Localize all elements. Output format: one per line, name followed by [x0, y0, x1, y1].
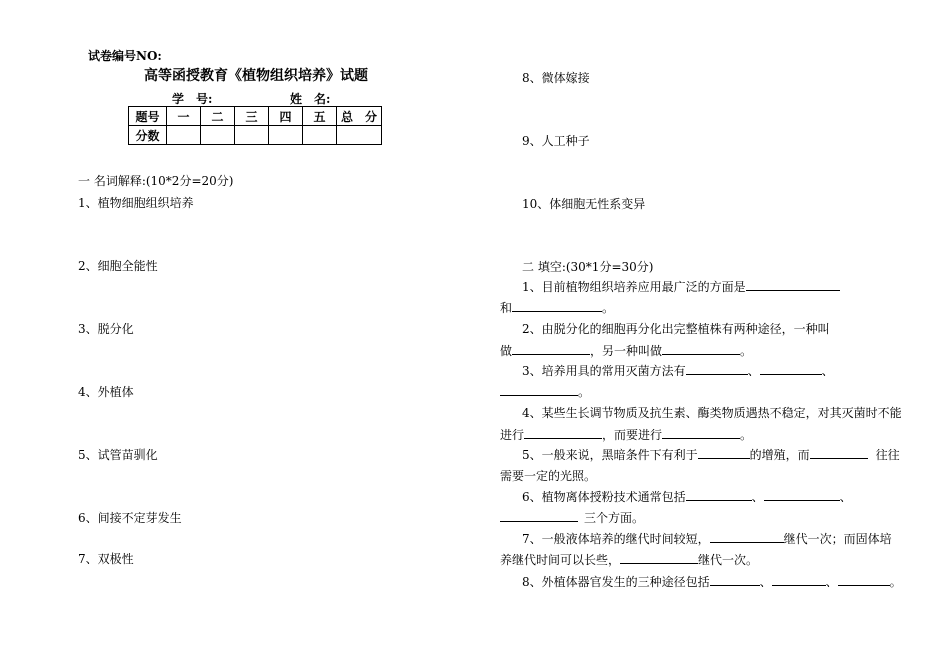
question-text: 3、培养用具的常用灭菌方法有: [522, 364, 686, 378]
term-item: 1、植物细胞组织培养: [78, 196, 194, 210]
term-item: 7、双极性: [78, 552, 134, 566]
fill-question-cont: [500, 383, 590, 400]
question-text: 继代一次；而固体培: [783, 532, 892, 546]
question-text: 养继代时间可以长些，: [500, 553, 621, 567]
question-text: 三个方面。: [584, 511, 645, 525]
question-text: 。: [740, 344, 753, 358]
answer-blank[interactable]: [710, 573, 760, 586]
answer-blank[interactable]: [760, 362, 822, 375]
answer-blank[interactable]: [686, 362, 748, 375]
score-cell: 四: [269, 107, 303, 126]
answer-blank[interactable]: [662, 426, 740, 439]
student-number-label: 学 号:: [172, 92, 213, 106]
section2-heading: 二 填空:(30*1分=30分): [522, 260, 654, 274]
question-text: 8、外植体器官发生的三种途径包括: [522, 575, 710, 589]
answer-blank[interactable]: [524, 426, 602, 439]
term-item: 10、体细胞无性系变异: [522, 197, 646, 211]
term-item: 2、细胞全能性: [78, 259, 158, 273]
term-item: 9、人工种子: [522, 134, 590, 148]
term-item: 3、脱分化: [78, 322, 134, 336]
question-text: 。: [889, 575, 902, 589]
question-text: 。: [578, 385, 591, 399]
term-item: 4、外植体: [78, 385, 134, 399]
score-cell: 分数: [129, 126, 167, 145]
fill-question: 4、某些生长调节物质及抗生素、酶类物质遇热不稳定，对其灭菌时不能: [522, 406, 902, 420]
question-text: 、: [759, 575, 772, 589]
score-input-cell: [201, 126, 235, 145]
question-text: 6、植物离体授粉技术通常包括: [522, 490, 686, 504]
score-input-cell: [303, 126, 337, 145]
score-cell: 三: [235, 107, 269, 126]
answer-blank[interactable]: [500, 383, 578, 396]
fill-question: [522, 530, 892, 547]
fill-question: [522, 488, 852, 505]
term-item: 5、试管苗驯化: [78, 448, 158, 462]
answer-blank[interactable]: [512, 299, 602, 312]
score-input-cell: [167, 126, 201, 145]
exam-title: 高等函授教育《植物组织培养》试题: [144, 68, 368, 84]
score-input-cell: [269, 126, 303, 145]
score-table: [128, 106, 382, 145]
answer-blank[interactable]: [686, 488, 752, 501]
term-item: 8、微体嫁接: [522, 71, 590, 85]
score-cell: 总 分: [337, 107, 382, 126]
fill-question-cont: [500, 299, 614, 316]
question-text: 往往: [875, 448, 900, 462]
fill-question: [522, 278, 840, 295]
question-text: 7、一般液体培养的继代时间较短，: [522, 532, 710, 546]
fill-question-cont: [500, 551, 758, 568]
paper-number: 试卷编号NO:: [88, 49, 162, 63]
score-cell: 五: [303, 107, 337, 126]
answer-blank[interactable]: [772, 573, 826, 586]
answer-blank[interactable]: [500, 509, 578, 522]
question-text: 的增殖，而: [749, 448, 810, 462]
fill-question-cont: [500, 509, 644, 526]
score-input-cell: [337, 126, 382, 145]
score-cell: 二: [201, 107, 235, 126]
fill-question-cont: 需要一定的光照。: [500, 469, 597, 483]
question-text: 。: [602, 301, 615, 315]
score-table-header-row: [129, 107, 382, 126]
student-name-label: 姓 名:: [290, 92, 331, 106]
answer-blank[interactable]: [662, 342, 740, 355]
question-text: 、: [825, 575, 838, 589]
answer-blank[interactable]: [512, 342, 590, 355]
question-text: ，另一种叫做: [590, 344, 663, 358]
question-text: 做: [500, 344, 513, 358]
question-text: 、: [747, 364, 760, 378]
fill-question: 2、由脱分化的细胞再分化出完整植株有两种途径，一种叫: [522, 322, 830, 336]
answer-blank[interactable]: [710, 530, 784, 543]
question-text: ，而要进行: [602, 428, 663, 442]
fill-question-cont: [500, 342, 752, 359]
score-cell: 一: [167, 107, 201, 126]
answer-blank[interactable]: [698, 446, 750, 459]
fill-question: [522, 362, 834, 379]
score-table-value-row: [129, 126, 382, 145]
question-text: 、: [821, 364, 834, 378]
question-text: 和: [500, 301, 513, 315]
answer-blank[interactable]: [764, 488, 840, 501]
question-text: 、: [751, 490, 764, 504]
section1-heading: 一 名词解释:(10*2分=20分): [78, 174, 234, 188]
question-text: 5、一般来说，黑暗条件下有利于: [522, 448, 698, 462]
question-text: 、: [839, 490, 852, 504]
fill-question-cont: [500, 426, 752, 443]
score-cell: 题号: [129, 107, 167, 126]
question-text: 继代一次。: [698, 553, 759, 567]
question-text: 1、目前植物组织培养应用最广泛的方面是: [522, 280, 746, 294]
question-text: 。: [740, 428, 753, 442]
answer-blank[interactable]: [620, 551, 698, 564]
fill-question: [522, 573, 902, 590]
score-input-cell: [235, 126, 269, 145]
question-text: 进行: [500, 428, 525, 442]
answer-blank[interactable]: [746, 278, 840, 291]
fill-question: [522, 446, 900, 463]
answer-blank[interactable]: [810, 446, 868, 459]
answer-blank[interactable]: [838, 573, 890, 586]
term-item: 6、间接不定芽发生: [78, 511, 182, 525]
